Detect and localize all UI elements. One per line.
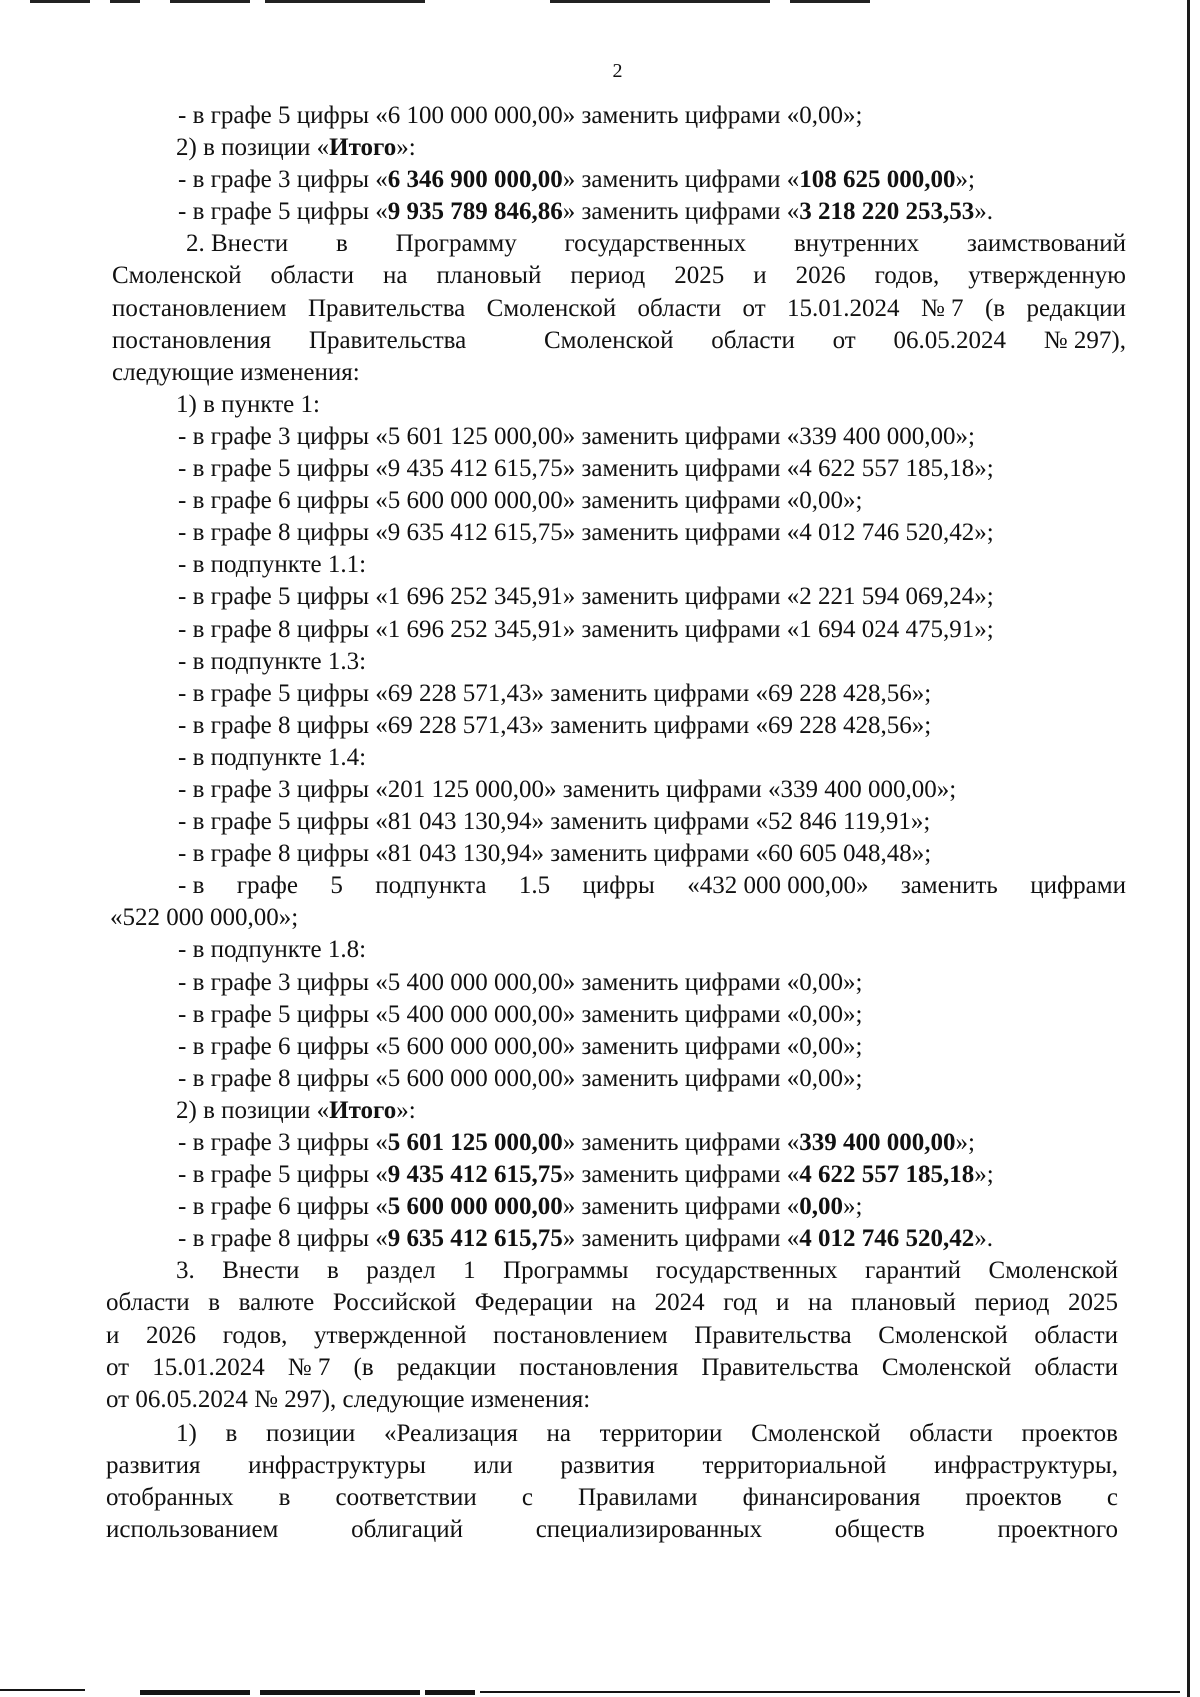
text-line: - в подпункте 1.1: (178, 551, 367, 579)
text-line: - в графе 5 цифры «9 935 789 846,86» заменить цифрами «3 218 220 253,53». (178, 198, 994, 226)
text-line: - в подпункте 1.3: (178, 647, 367, 675)
justified-line: Смоленской области на плановый период 2025 и 2026 годов, утвержденную (112, 262, 1126, 290)
justified-line: - в графе 5 подпункта 1.5 цифры «432 000 000,00» заменить цифрами (178, 872, 1126, 900)
text-line: - в графе 3 цифры «6 346 900 000,00» заменить цифрами «108 625 000,00»; (178, 166, 975, 194)
text-line: - в графе 5 цифры «9 435 412 615,75» заменить цифрами «4 622 557 185,18»; (178, 455, 994, 483)
text-line: - в графе 8 цифры «5 600 000 000,00» заменить цифрами «0,00»; (178, 1064, 863, 1092)
text-line: - в графе 5 цифры «81 043 130,94» заменить цифрами «52 846 119,91»; (178, 808, 931, 836)
justified-line: развития инфраструктуры или развития территориальной инфраструктуры, (106, 1451, 1118, 1479)
text-line: - в графе 8 цифры «81 043 130,94» заменить цифрами «60 605 048,48»; (178, 840, 932, 868)
text-line: 2) в позиции «Итого»: (176, 1096, 416, 1124)
justified-line: и 2026 годов, утвержденной постановлением Правительства Смоленской области (106, 1321, 1118, 1349)
text-line: - в графе 8 цифры «9 635 412 615,75» заменить цифрами «4 012 746 520,42». (178, 1225, 994, 1253)
text-line: - в графе 3 цифры «5 400 000 000,00» заменить цифрами «0,00»; (178, 968, 863, 996)
text-line: - в графе 6 цифры «5 600 000 000,00» заменить цифрами «0,00»; (178, 487, 863, 515)
text-line: 1) в пункте 1: (176, 390, 320, 418)
justified-line: 1) в позиции «Реализация на территории Смоленской области проектов (176, 1419, 1118, 1447)
justified-line: отобранных в соответствии с Правилами финансирования проектов с (106, 1484, 1118, 1512)
text-line: - в графе 6 цифры «5 600 000 000,00» заменить цифрами «0,00»; (178, 1193, 863, 1221)
document-body (0, 100, 1200, 1546)
text-line: - в графе 3 цифры «5 601 125 000,00» заменить цифрами «339 400 000,00»; (178, 1129, 975, 1156)
text-line: - в графе 8 цифры «69 228 571,43» заменить цифрами «69 228 428,56»; (178, 711, 932, 739)
scan-artifact-bottom (0, 1683, 1200, 1697)
text-line: - в графе 5 цифры «69 228 571,43» заменить цифрами «69 228 428,56»; (178, 679, 932, 707)
text-line: - в графе 8 цифры «9 635 412 615,75» заменить цифрами «4 012 746 520,42»; (178, 519, 994, 547)
text-line: «522 000 000,00»; (110, 904, 299, 932)
justified-line: 3. Внести в раздел 1 Программы государственных гарантий Смоленской (176, 1257, 1118, 1285)
section-3 (0, 1255, 1118, 1546)
text-line: - в подпункте 1.4: (178, 743, 367, 771)
page-number: 2 (612, 60, 623, 82)
text-line: - в графе 8 цифры «1 696 252 345,91» заменить цифрами «1 694 024 475,91»; (178, 615, 994, 643)
text-line: - в графе 5 цифры «6 100 000 000,00» заменить цифрами «0,00»; (178, 102, 863, 129)
justified-line: постановлением Правительства Смоленской области от 15.01.2024 № 7 (в редакции (112, 294, 1126, 322)
justified-line: постановления Правительства Смоленской области от 06.05.2024 № 297), (112, 326, 1126, 354)
text-line: - в графе 5 цифры «1 696 252 345,91» заменить цифрами «2 221 594 069,24»; (178, 583, 994, 611)
text-line: - в графе 3 цифры «5 601 125 000,00» заменить цифрами «339 400 000,00»; (178, 422, 975, 450)
text-line: 2) в позиции «Итого»: (176, 134, 416, 162)
text-line: - в графе 5 цифры «9 435 412 615,75» заменить цифрами «4 622 557 185,18»; (178, 1161, 994, 1189)
justified-line: использованием облигаций специализированных обществ проектного (106, 1516, 1118, 1544)
text-line: - в графе 6 цифры «5 600 000 000,00» заменить цифрами «0,00»; (178, 1032, 863, 1060)
text-line: следующие изменения: (112, 358, 360, 386)
justified-line: области в валюте Российской Федерации на 2024 год и на плановый период 2025 (106, 1289, 1118, 1317)
scan-artifact-top (30, 0, 910, 5)
text-line: - в графе 3 цифры «201 125 000,00» заменить цифрами «339 400 000,00»; (178, 775, 957, 803)
text-line: - в подпункте 1.8: (178, 936, 367, 964)
subitem-1-5 (0, 870, 1124, 934)
justified-line: 2. Внести в Программу государственных внутренних заимствований (186, 230, 1126, 258)
text-line: - в графе 5 цифры «5 400 000 000,00» заменить цифрами «0,00»; (178, 1000, 863, 1028)
text-line: от 06.05.2024 № 297), следующие изменения: (106, 1385, 591, 1413)
justified-line: от 15.01.2024 № 7 (в редакции постановления Правительства Смоленской области (106, 1353, 1118, 1381)
section-2-intro (0, 228, 1126, 388)
